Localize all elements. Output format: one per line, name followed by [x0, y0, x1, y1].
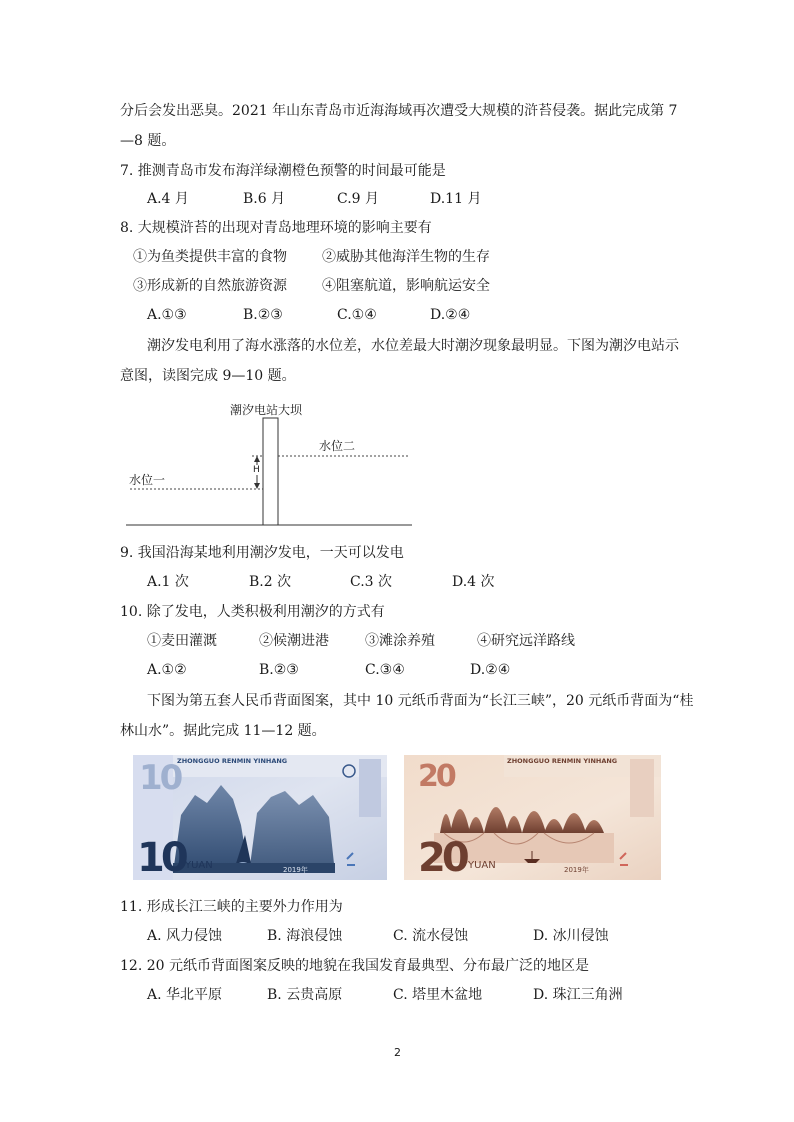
q8-item-3: ③形成新的自然旅游资源 [133, 278, 287, 294]
banknote-20-bank-name: ZHONGGUO RENMIN YINHANG [507, 757, 618, 765]
q9-option-d: D.4 次 [452, 574, 495, 590]
q12-option-c: C. 塔里木盆地 [393, 987, 483, 1003]
q8-item-1: ①为鱼类提供丰富的食物 [133, 249, 287, 265]
page-number: 2 [394, 1046, 401, 1059]
q11-option-a: A. 风力侵蚀 [147, 928, 223, 944]
q10-option-b: B.②③ [259, 662, 299, 678]
q9-option-c: C.3 次 [350, 574, 393, 590]
q9-option-a: A.1 次 [147, 574, 189, 590]
q9-stem: 9. 我国沿海某地利用潮汐发电，一天可以发电 [120, 545, 404, 561]
q8-option-d: D.②④ [430, 307, 471, 323]
q7-option-c: C.9 月 [337, 191, 380, 207]
q10-item-1: ①麦田灌溉 [147, 633, 217, 649]
banknote-10-yuan [133, 755, 387, 880]
intro-line-2: —8 题。 [120, 133, 176, 149]
q10-item-4: ④研究远洋路线 [477, 633, 575, 649]
dam-wall [263, 418, 278, 525]
q8-option-b: B.②③ [243, 307, 283, 323]
q11-option-d: D. 冰川侵蚀 [533, 928, 609, 944]
intro-line-1: 分后会发出恶臭。2021 年山东青岛市近海海域再次遭受大规模的浒苔侵袭。据此完成第 7 [120, 103, 678, 119]
water-level-1-label: 水位一 [129, 473, 166, 487]
q10-option-c: C.③④ [365, 662, 405, 678]
tidal-intro-line-2: 意图，读图完成 9—10 题。 [120, 368, 296, 384]
water-level-2-label: 水位二 [319, 439, 356, 453]
q10-option-d: D.②④ [470, 662, 511, 678]
q7-option-d: D.11 月 [430, 191, 482, 207]
dam-label: 潮汐电站大坝 [230, 403, 303, 417]
q7-stem: 7. 推测青岛市发布海洋绿潮橙色预警的时间最可能是 [120, 163, 446, 179]
money-intro-line-2: 林山水”。据此完成 11—12 题。 [120, 723, 326, 739]
q12-option-a: A. 华北平原 [147, 987, 223, 1003]
banknote-10-bank-name: ZHONGGUO RENMIN YINHANG [177, 757, 288, 765]
banknote-20-year: 2019年 [564, 866, 589, 874]
q8-item-4: ④阻塞航道，影响航运安全 [322, 278, 490, 294]
banknote-20-top-value: 20 [418, 759, 454, 794]
q12-option-d: D. 珠江三角洲 [533, 987, 623, 1003]
h-arrow-down [254, 483, 260, 489]
banknote-10-value: 10 [137, 835, 185, 880]
q11-stem: 11. 形成长江三峡的主要外力作用为 [120, 899, 343, 915]
q7-option-b: B.6 月 [243, 191, 286, 207]
banknote-10-year: 2019年 [283, 866, 308, 874]
q11-option-c: C. 流水侵蚀 [393, 928, 469, 944]
h-arrow-up [254, 456, 260, 462]
q10-item-3: ③滩涂养殖 [365, 633, 435, 649]
tidal-intro-line-1: 潮汐发电利用了海水涨落的水位差，水位差最大时潮汐现象最明显。下图为潮汐电站示 [147, 338, 679, 354]
banknote-10-top-value: 10 [139, 758, 181, 798]
q8-stem: 8. 大规模浒苔的出现对青岛地理环境的影响主要有 [120, 220, 432, 236]
q10-item-2: ②候潮进港 [259, 633, 329, 649]
q8-item-2: ②威胁其他海洋生物的生存 [322, 249, 490, 265]
money-intro-line-1: 下图为第五套人民币背面图案，其中 10 元纸币背面为“长江三峡”，20 元纸币背面为“桂 [147, 693, 694, 709]
q10-option-a: A.①② [147, 662, 187, 678]
q7-option-a: A.4 月 [147, 191, 189, 207]
q8-option-a: A.①③ [147, 307, 187, 323]
q8-option-c: C.①④ [337, 307, 377, 323]
banknote-20-value: 20 [418, 835, 466, 880]
q9-option-b: B.2 次 [249, 574, 292, 590]
banknote-20-unit: YUAN [468, 860, 496, 871]
q12-stem: 12. 20 元纸币背面图案反映的地貌在我国发育最典型、分布最广泛的地区是 [120, 958, 589, 974]
banknote-20-yuan [404, 755, 661, 880]
h-label: H [253, 465, 260, 475]
q10-stem: 10. 除了发电，人类积极利用潮汐的方式有 [120, 604, 385, 620]
q12-option-b: B. 云贵高原 [267, 987, 343, 1003]
banknote-10-unit: YUAN [185, 860, 213, 871]
q11-option-b: B. 海浪侵蚀 [267, 928, 343, 944]
